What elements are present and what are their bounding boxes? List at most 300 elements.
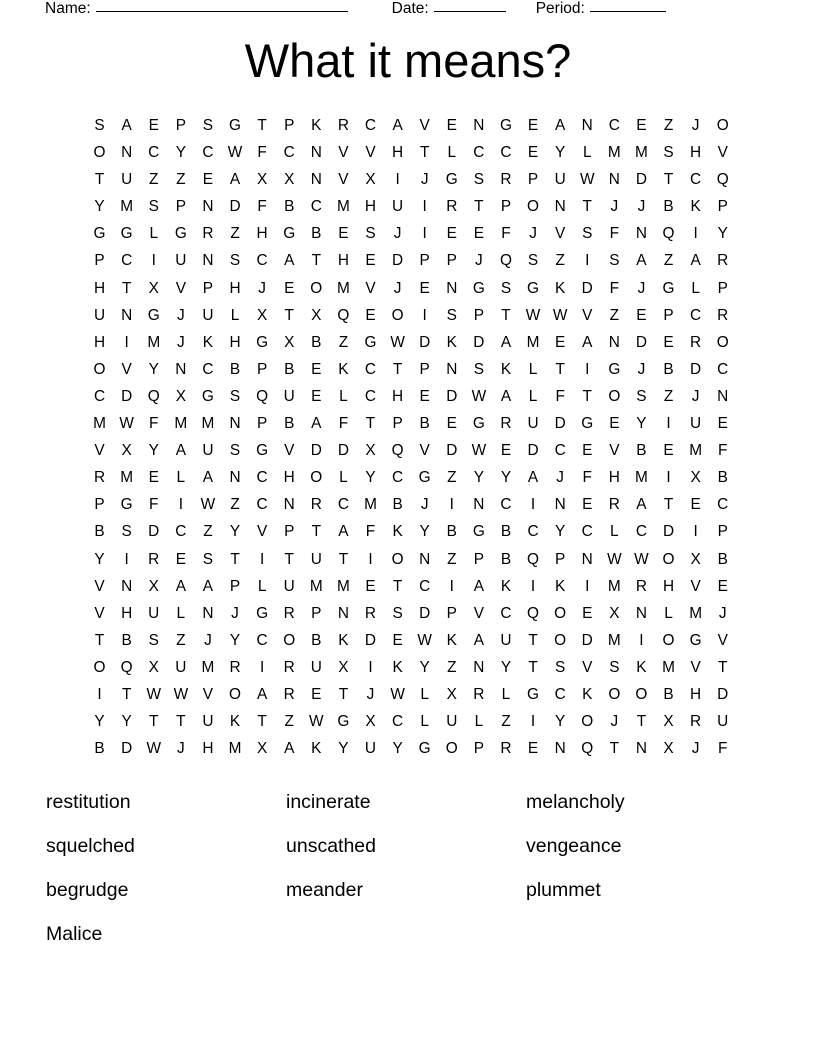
- grid-cell[interactable]: U: [310, 550, 322, 568]
- grid-cell[interactable]: P: [717, 198, 728, 216]
- grid-cell[interactable]: E: [663, 333, 674, 351]
- grid-cell[interactable]: S: [229, 252, 241, 270]
- grid-cell[interactable]: J: [393, 279, 402, 297]
- grid-cell[interactable]: U: [310, 658, 322, 676]
- grid-cell[interactable]: B: [229, 360, 241, 378]
- grid-cell[interactable]: F: [718, 740, 728, 758]
- grid-cell[interactable]: E: [663, 442, 674, 460]
- grid-cell[interactable]: R: [283, 685, 295, 703]
- grid-cell[interactable]: O: [662, 550, 675, 568]
- grid-cell[interactable]: C: [581, 523, 593, 541]
- word-search-grid[interactable]: [86, 112, 730, 762]
- grid-cell[interactable]: E: [365, 577, 376, 595]
- grid-cell[interactable]: U: [202, 713, 214, 731]
- grid-cell[interactable]: K: [636, 658, 647, 676]
- grid-cell[interactable]: E: [717, 577, 728, 595]
- grid-cell[interactable]: F: [582, 469, 592, 487]
- grid-cell[interactable]: D: [364, 631, 377, 649]
- grid-cell[interactable]: Y: [419, 658, 430, 676]
- grid-cell[interactable]: G: [256, 333, 269, 351]
- grid-cell[interactable]: G: [93, 225, 106, 243]
- grid-cell[interactable]: M: [336, 577, 350, 595]
- grid-cell[interactable]: C: [717, 360, 729, 378]
- grid-cell[interactable]: I: [585, 360, 590, 378]
- grid-cell[interactable]: W: [309, 713, 324, 731]
- grid-cell[interactable]: T: [94, 171, 105, 189]
- grid-cell[interactable]: J: [637, 198, 646, 216]
- grid-cell[interactable]: X: [365, 442, 376, 460]
- grid-cell[interactable]: D: [662, 523, 675, 541]
- grid-cell[interactable]: U: [364, 740, 377, 758]
- grid-cell[interactable]: T: [121, 685, 132, 703]
- grid-cell[interactable]: N: [473, 658, 485, 676]
- grid-cell[interactable]: G: [120, 225, 133, 243]
- grid-cell[interactable]: U: [202, 306, 214, 324]
- grid-cell[interactable]: I: [530, 713, 536, 731]
- grid-cell[interactable]: Z: [149, 171, 159, 189]
- grid-cell[interactable]: T: [609, 740, 620, 758]
- grid-cell[interactable]: X: [148, 279, 159, 297]
- grid-cell[interactable]: R: [446, 198, 458, 216]
- grid-cell[interactable]: L: [501, 685, 511, 703]
- grid-cell[interactable]: M: [526, 333, 540, 351]
- grid-cell[interactable]: T: [419, 144, 430, 162]
- grid-cell[interactable]: T: [230, 550, 240, 568]
- grid-cell[interactable]: T: [663, 496, 674, 514]
- grid-cell[interactable]: T: [636, 713, 647, 731]
- grid-cell[interactable]: P: [284, 523, 295, 541]
- grid-cell[interactable]: X: [609, 604, 620, 622]
- word-list-item[interactable]: squelched: [46, 835, 135, 857]
- grid-cell[interactable]: V: [690, 577, 701, 595]
- grid-cell[interactable]: H: [690, 685, 702, 703]
- grid-cell[interactable]: F: [338, 415, 349, 433]
- grid-cell[interactable]: J: [258, 279, 266, 297]
- grid-cell[interactable]: D: [419, 333, 431, 351]
- grid-cell[interactable]: U: [93, 306, 106, 324]
- grid-cell[interactable]: Z: [203, 523, 213, 541]
- grid-cell[interactable]: Y: [500, 658, 512, 676]
- grid-cell[interactable]: G: [472, 523, 485, 541]
- grid-cell[interactable]: T: [501, 306, 511, 324]
- grid-cell[interactable]: B: [311, 333, 322, 351]
- grid-cell[interactable]: X: [175, 387, 186, 405]
- grid-cell[interactable]: E: [473, 225, 484, 243]
- grid-cell[interactable]: K: [500, 577, 512, 595]
- grid-cell[interactable]: M: [120, 198, 134, 216]
- grid-cell[interactable]: R: [717, 252, 729, 270]
- grid-cell[interactable]: C: [608, 117, 620, 134]
- grid-cell[interactable]: C: [419, 577, 431, 595]
- grid-cell[interactable]: C: [690, 171, 702, 189]
- grid-cell[interactable]: C: [500, 496, 512, 514]
- grid-cell[interactable]: S: [365, 225, 376, 243]
- grid-cell[interactable]: Y: [419, 523, 430, 541]
- grid-cell[interactable]: J: [231, 604, 239, 622]
- grid-cell[interactable]: A: [500, 387, 512, 405]
- grid-cell[interactable]: Q: [499, 252, 512, 270]
- grid-cell[interactable]: H: [256, 225, 268, 243]
- grid-cell[interactable]: E: [338, 225, 349, 243]
- grid-cell[interactable]: E: [446, 415, 457, 433]
- grid-cell[interactable]: M: [93, 415, 106, 433]
- grid-cell[interactable]: N: [121, 306, 133, 324]
- grid-cell[interactable]: G: [337, 713, 350, 731]
- grid-cell[interactable]: E: [311, 387, 322, 405]
- grid-cell[interactable]: C: [148, 144, 160, 162]
- grid-cell[interactable]: X: [663, 713, 674, 731]
- grid-cell[interactable]: R: [500, 415, 512, 433]
- word-list-item[interactable]: Malice: [46, 923, 103, 945]
- grid-cell[interactable]: A: [202, 469, 214, 487]
- grid-cell[interactable]: B: [311, 631, 322, 649]
- grid-cell[interactable]: K: [446, 333, 457, 351]
- grid-cell[interactable]: E: [202, 171, 214, 189]
- grid-cell[interactable]: T: [392, 360, 403, 378]
- grid-cell[interactable]: J: [204, 631, 212, 649]
- grid-cell[interactable]: F: [718, 442, 728, 460]
- grid-cell[interactable]: U: [148, 604, 160, 622]
- grid-cell[interactable]: E: [527, 144, 539, 162]
- grid-cell[interactable]: K: [582, 685, 593, 703]
- grid-cell[interactable]: N: [337, 604, 349, 622]
- grid-cell[interactable]: K: [392, 658, 403, 676]
- grid-cell[interactable]: D: [148, 523, 160, 541]
- grid-cell[interactable]: U: [175, 252, 187, 270]
- grid-cell[interactable]: F: [257, 144, 267, 162]
- grid-cell[interactable]: B: [663, 685, 674, 703]
- grid-cell[interactable]: C: [93, 387, 106, 405]
- grid-cell[interactable]: A: [284, 252, 295, 270]
- grid-cell[interactable]: B: [663, 360, 674, 378]
- grid-cell[interactable]: Y: [636, 415, 647, 433]
- grid-cell[interactable]: V: [717, 144, 728, 162]
- grid-cell[interactable]: L: [230, 306, 240, 324]
- grid-cell[interactable]: V: [582, 658, 593, 676]
- grid-cell[interactable]: J: [529, 225, 537, 243]
- grid-cell[interactable]: A: [582, 333, 593, 351]
- grid-cell[interactable]: B: [419, 415, 430, 433]
- grid-cell[interactable]: K: [500, 360, 512, 378]
- grid-cell[interactable]: G: [229, 117, 241, 134]
- grid-cell[interactable]: N: [608, 171, 620, 189]
- grid-cell[interactable]: S: [229, 387, 241, 405]
- grid-cell[interactable]: T: [311, 523, 321, 541]
- grid-cell[interactable]: L: [528, 360, 538, 378]
- grid-cell[interactable]: N: [283, 496, 295, 514]
- grid-cell[interactable]: S: [663, 144, 674, 162]
- grid-cell[interactable]: W: [525, 306, 541, 324]
- grid-cell[interactable]: V: [365, 279, 376, 297]
- grid-cell[interactable]: M: [635, 469, 648, 487]
- grid-cell[interactable]: G: [499, 117, 512, 134]
- grid-cell[interactable]: V: [717, 631, 728, 649]
- grid-cell[interactable]: I: [259, 550, 265, 568]
- grid-cell[interactable]: C: [202, 360, 214, 378]
- grid-cell[interactable]: Q: [527, 604, 540, 622]
- grid-cell[interactable]: S: [148, 198, 159, 216]
- grid-cell[interactable]: P: [311, 604, 322, 622]
- grid-cell[interactable]: U: [500, 631, 512, 649]
- grid-cell[interactable]: S: [527, 252, 539, 270]
- word-list-item[interactable]: incinerate: [286, 791, 371, 813]
- grid-cell[interactable]: V: [365, 144, 376, 162]
- grid-cell[interactable]: I: [395, 171, 400, 189]
- grid-cell[interactable]: I: [422, 198, 427, 216]
- grid-cell[interactable]: I: [368, 550, 373, 568]
- grid-cell[interactable]: I: [449, 577, 454, 595]
- grid-cell[interactable]: O: [662, 631, 675, 649]
- grid-cell[interactable]: W: [471, 387, 487, 405]
- grid-cell[interactable]: K: [690, 198, 701, 216]
- grid-cell[interactable]: U: [283, 387, 295, 405]
- grid-cell[interactable]: L: [339, 387, 348, 405]
- grid-cell[interactable]: N: [202, 198, 214, 216]
- grid-cell[interactable]: Q: [581, 740, 594, 758]
- grid-cell[interactable]: M: [607, 631, 621, 649]
- grid-cell[interactable]: E: [527, 117, 539, 134]
- grid-cell[interactable]: A: [284, 740, 295, 758]
- grid-cell[interactable]: H: [283, 469, 295, 487]
- grid-cell[interactable]: T: [311, 252, 321, 270]
- grid-cell[interactable]: L: [610, 523, 619, 541]
- grid-cell[interactable]: E: [555, 333, 566, 351]
- grid-cell[interactable]: J: [691, 740, 700, 758]
- grid-cell[interactable]: L: [664, 604, 673, 622]
- grid-cell[interactable]: J: [475, 252, 483, 270]
- grid-cell[interactable]: Q: [391, 442, 404, 460]
- grid-cell[interactable]: I: [124, 550, 129, 568]
- grid-cell[interactable]: H: [337, 252, 349, 270]
- grid-cell[interactable]: N: [310, 171, 322, 189]
- grid-cell[interactable]: U: [717, 713, 729, 731]
- word-list-item[interactable]: plummet: [526, 879, 601, 901]
- grid-cell[interactable]: G: [662, 279, 675, 297]
- grid-cell[interactable]: Z: [609, 306, 620, 324]
- word-list-item[interactable]: melancholy: [526, 791, 625, 813]
- grid-cell[interactable]: S: [202, 117, 214, 134]
- grid-cell[interactable]: O: [229, 685, 241, 703]
- grid-cell[interactable]: U: [446, 713, 458, 731]
- grid-cell[interactable]: J: [556, 469, 564, 487]
- grid-cell[interactable]: A: [175, 577, 186, 595]
- grid-cell[interactable]: G: [445, 171, 458, 189]
- grid-cell[interactable]: L: [582, 144, 592, 162]
- grid-cell[interactable]: V: [94, 442, 105, 460]
- grid-cell[interactable]: E: [582, 496, 593, 514]
- grid-cell[interactable]: C: [527, 523, 539, 541]
- grid-cell[interactable]: W: [417, 631, 432, 649]
- grid-cell[interactable]: S: [555, 658, 566, 676]
- grid-cell[interactable]: N: [202, 252, 214, 270]
- grid-cell[interactable]: J: [393, 225, 402, 243]
- grid-cell[interactable]: T: [528, 631, 538, 649]
- grid-cell[interactable]: E: [148, 117, 159, 134]
- grid-cell[interactable]: G: [120, 496, 133, 514]
- grid-cell[interactable]: C: [256, 469, 268, 487]
- grid-cell[interactable]: Z: [447, 658, 457, 676]
- grid-cell[interactable]: N: [581, 117, 593, 134]
- grid-cell[interactable]: C: [364, 360, 377, 378]
- grid-cell[interactable]: P: [473, 306, 484, 324]
- grid-cell[interactable]: V: [609, 442, 620, 460]
- grid-cell[interactable]: U: [202, 442, 214, 460]
- grid-cell[interactable]: Y: [717, 225, 728, 243]
- grid-cell[interactable]: Y: [473, 469, 484, 487]
- grid-cell[interactable]: Z: [663, 387, 674, 405]
- grid-cell[interactable]: A: [392, 117, 403, 134]
- grid-cell[interactable]: P: [527, 171, 539, 189]
- grid-cell[interactable]: D: [581, 279, 593, 297]
- grid-cell[interactable]: T: [257, 713, 267, 731]
- grid-cell[interactable]: U: [527, 415, 539, 433]
- grid-cell[interactable]: C: [635, 523, 647, 541]
- grid-cell[interactable]: R: [283, 658, 295, 676]
- grid-cell[interactable]: N: [473, 117, 485, 134]
- grid-cell[interactable]: O: [716, 117, 729, 134]
- grid-cell[interactable]: P: [392, 415, 403, 433]
- grid-cell[interactable]: R: [500, 171, 512, 189]
- grid-cell[interactable]: C: [364, 387, 377, 405]
- grid-cell[interactable]: P: [419, 360, 430, 378]
- grid-cell[interactable]: P: [473, 740, 484, 758]
- grid-cell[interactable]: X: [284, 333, 295, 351]
- grid-cell[interactable]: F: [555, 387, 565, 405]
- grid-cell[interactable]: G: [256, 442, 269, 460]
- grid-cell[interactable]: G: [283, 225, 296, 243]
- period-input-rule[interactable]: [590, 11, 666, 12]
- grid-cell[interactable]: Z: [176, 171, 186, 189]
- grid-cell[interactable]: S: [229, 442, 241, 460]
- date-input-rule[interactable]: [434, 11, 506, 12]
- grid-cell[interactable]: E: [582, 604, 593, 622]
- grid-cell[interactable]: M: [364, 496, 377, 514]
- grid-cell[interactable]: B: [121, 631, 132, 649]
- grid-cell[interactable]: V: [121, 360, 132, 378]
- grid-cell[interactable]: E: [636, 306, 647, 324]
- grid-cell[interactable]: L: [447, 144, 457, 162]
- grid-cell[interactable]: R: [310, 496, 322, 514]
- grid-cell[interactable]: A: [338, 523, 349, 541]
- grid-cell[interactable]: T: [474, 198, 484, 216]
- grid-cell[interactable]: M: [635, 144, 648, 162]
- grid-cell[interactable]: H: [364, 198, 377, 216]
- grid-cell[interactable]: V: [419, 442, 430, 460]
- grid-cell[interactable]: X: [365, 713, 376, 731]
- grid-cell[interactable]: U: [690, 415, 702, 433]
- grid-cell[interactable]: U: [392, 198, 404, 216]
- grid-cell[interactable]: P: [256, 360, 268, 378]
- grid-cell[interactable]: F: [149, 415, 159, 433]
- grid-cell[interactable]: L: [257, 577, 267, 595]
- grid-cell[interactable]: C: [364, 117, 377, 134]
- grid-cell[interactable]: L: [176, 469, 186, 487]
- grid-cell[interactable]: J: [718, 604, 727, 622]
- grid-cell[interactable]: O: [391, 550, 404, 568]
- grid-cell[interactable]: W: [607, 550, 622, 568]
- grid-cell[interactable]: D: [581, 631, 593, 649]
- grid-cell[interactable]: W: [119, 415, 134, 433]
- grid-cell[interactable]: M: [607, 577, 621, 595]
- grid-cell[interactable]: A: [527, 469, 539, 487]
- grid-cell[interactable]: Q: [527, 550, 540, 568]
- grid-cell[interactable]: G: [527, 279, 540, 297]
- grid-cell[interactable]: K: [202, 333, 214, 351]
- grid-cell[interactable]: P: [717, 523, 728, 541]
- grid-cell[interactable]: I: [449, 496, 454, 514]
- grid-cell[interactable]: N: [229, 469, 241, 487]
- grid-cell[interactable]: J: [691, 387, 700, 405]
- grid-cell[interactable]: J: [420, 171, 429, 189]
- grid-cell[interactable]: E: [636, 117, 647, 134]
- grid-cell[interactable]: O: [554, 631, 567, 649]
- grid-cell[interactable]: G: [418, 740, 431, 758]
- grid-cell[interactable]: H: [93, 333, 106, 351]
- grid-cell[interactable]: R: [690, 713, 702, 731]
- grid-cell[interactable]: Y: [555, 144, 566, 162]
- grid-cell[interactable]: T: [338, 685, 349, 703]
- grid-cell[interactable]: L: [528, 387, 538, 405]
- grid-cell[interactable]: Y: [229, 631, 241, 649]
- grid-cell[interactable]: E: [446, 117, 457, 134]
- grid-cell[interactable]: T: [582, 198, 592, 216]
- grid-cell[interactable]: I: [666, 469, 671, 487]
- grid-cell[interactable]: E: [446, 225, 457, 243]
- grid-cell[interactable]: X: [690, 469, 701, 487]
- grid-cell[interactable]: S: [473, 360, 484, 378]
- grid-cell[interactable]: T: [338, 550, 349, 568]
- grid-cell[interactable]: C: [256, 252, 268, 270]
- grid-cell[interactable]: A: [121, 117, 132, 134]
- grid-cell[interactable]: A: [636, 496, 647, 514]
- grid-cell[interactable]: M: [689, 442, 703, 460]
- grid-cell[interactable]: J: [176, 333, 185, 351]
- grid-cell[interactable]: N: [554, 198, 566, 216]
- grid-cell[interactable]: R: [690, 333, 702, 351]
- grid-cell[interactable]: H: [392, 387, 404, 405]
- grid-cell[interactable]: G: [256, 604, 269, 622]
- grid-cell[interactable]: N: [419, 550, 431, 568]
- grid-cell[interactable]: N: [554, 740, 566, 758]
- grid-cell[interactable]: T: [94, 631, 105, 649]
- grid-cell[interactable]: X: [256, 171, 268, 189]
- grid-cell[interactable]: M: [201, 415, 215, 433]
- grid-cell[interactable]: B: [94, 740, 105, 758]
- grid-cell[interactable]: Y: [338, 740, 349, 758]
- grid-cell[interactable]: Y: [229, 523, 241, 541]
- grid-cell[interactable]: H: [229, 279, 241, 297]
- grid-cell[interactable]: T: [718, 658, 728, 676]
- grid-cell[interactable]: C: [717, 496, 729, 514]
- grid-cell[interactable]: J: [420, 496, 429, 514]
- grid-cell[interactable]: L: [474, 713, 484, 731]
- grid-cell[interactable]: Z: [176, 631, 186, 649]
- grid-cell[interactable]: C: [256, 631, 268, 649]
- grid-cell[interactable]: B: [284, 198, 295, 216]
- grid-cell[interactable]: R: [337, 117, 349, 134]
- grid-cell[interactable]: Z: [663, 252, 674, 270]
- grid-cell[interactable]: E: [717, 415, 728, 433]
- grid-cell[interactable]: W: [146, 685, 161, 703]
- grid-cell[interactable]: U: [554, 171, 566, 189]
- grid-cell[interactable]: A: [202, 577, 214, 595]
- grid-cell[interactable]: C: [554, 685, 566, 703]
- grid-cell[interactable]: T: [284, 306, 294, 324]
- grid-cell[interactable]: X: [256, 740, 268, 758]
- grid-cell[interactable]: Z: [284, 713, 294, 731]
- grid-cell[interactable]: E: [392, 631, 403, 649]
- grid-cell[interactable]: C: [283, 144, 295, 162]
